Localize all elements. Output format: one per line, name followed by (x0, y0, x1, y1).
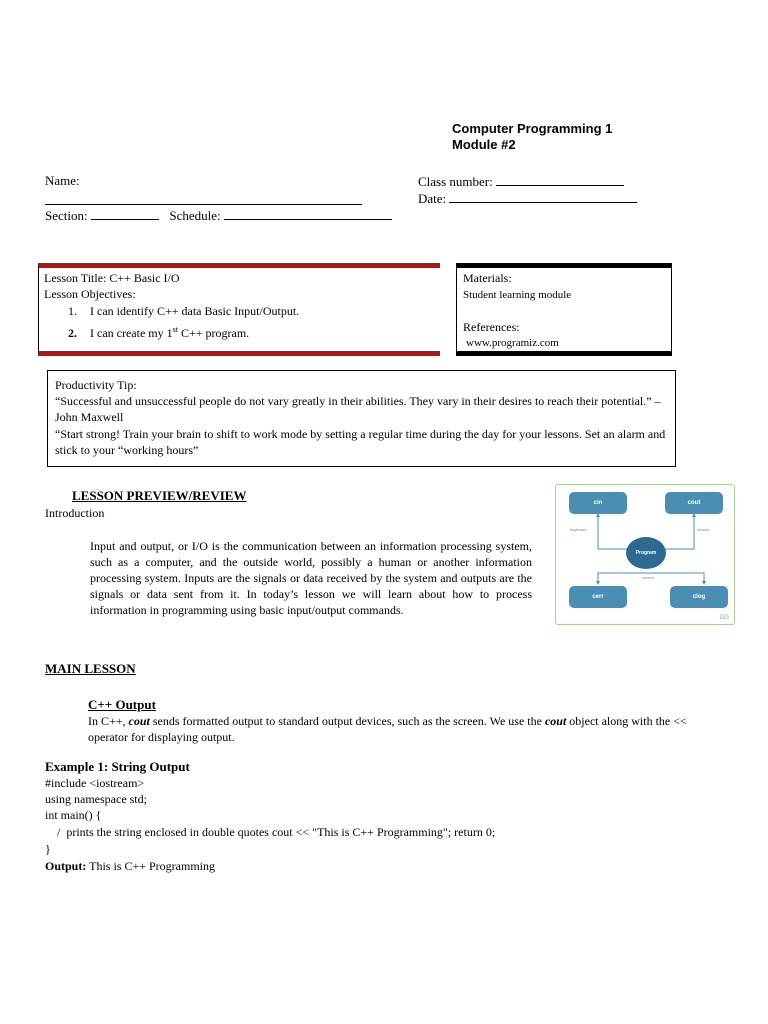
schedule-label: Schedule: (169, 208, 221, 223)
class-number-line (496, 173, 624, 186)
diagram-mark: DG (720, 615, 729, 621)
code-line-1: #include <iostream> (45, 776, 145, 790)
tip-quote-2: “Start strong! Train your brain to shift to work mode by setting a regular time during the day for your lessons. Set an alarm and stick to your “working hours” (55, 427, 666, 457)
intro-paragraph: Input and output, or I/O is the communication between an information processing system, such as a computer, and the outside world, possibly a human or another information processing system. Inputs are the signals or data received by the system and outputs are the signals or data sent from it. In today’s lesson we will learn about how to process information in programming using basic input/output commands. (90, 539, 532, 617)
program-node: Program (626, 537, 666, 569)
output-line (45, 858, 215, 874)
paragraph-text: object along with the << operator for displaying output. (88, 714, 687, 744)
objective-text-end: C++ program. (177, 326, 250, 340)
code-line-5: } (45, 842, 51, 856)
paragraph-text: In C++, (88, 714, 129, 728)
preview-heading: LESSON PREVIEW/REVIEW (72, 488, 247, 503)
cout-keyword: cout (128, 714, 150, 728)
objective-item-1 (68, 303, 299, 319)
class-number-label: Class number: (418, 174, 493, 189)
name-label: Name: (45, 173, 80, 188)
objective-text: I can create my 1 (90, 326, 173, 340)
cpp-output-paragraph (88, 713, 718, 745)
cout-keyword: cout (544, 714, 567, 728)
section-line (91, 207, 159, 220)
name-line (45, 204, 362, 205)
intro-label: Introduction (45, 506, 105, 520)
clog-node: clog (670, 586, 728, 608)
section-field (45, 207, 392, 224)
cerr-node: cerr (569, 586, 627, 608)
objective-superscript: st (172, 325, 178, 334)
lesson-objectives-label: Lesson Objectives: (44, 287, 136, 301)
materials-label: Materials: (463, 271, 512, 285)
screen-label: screen (697, 527, 710, 532)
main-lesson-heading: MAIN LESSON (45, 661, 136, 676)
date-field (418, 190, 637, 207)
objective-number: 1. (68, 304, 77, 318)
code-line-3: int main() { (45, 808, 102, 822)
references-value: www.programiz.com (466, 337, 559, 349)
cin-node: cin (569, 492, 627, 514)
date-label: Date: (418, 191, 447, 206)
course-title: Computer Programming 1 (452, 121, 613, 136)
references-label: References: (463, 320, 520, 334)
output-value: This is C++ Programming (86, 859, 215, 873)
output-label: Output: (45, 859, 87, 873)
objective-item-2 (68, 322, 249, 341)
lesson-title: Lesson Title: C++ Basic I/O (44, 271, 180, 285)
example-title: Example 1: String Output (45, 759, 190, 774)
code-line-4: / prints the string enclosed in double quotes cout << "This is C++ Programming"; return 0; (45, 825, 496, 839)
objective-text: I can identify C++ data Basic Input/Output. (90, 304, 300, 318)
name-field (45, 173, 80, 189)
date-line (449, 190, 637, 203)
cpp-output-heading: C++ Output (88, 697, 156, 712)
paragraph-text: sends formatted output to standard output devices, such as the screen. We use the (149, 714, 545, 728)
section-label: Section: (45, 208, 88, 223)
code-line-2: using namespace std; (45, 792, 147, 806)
screen-label-bottom: screen (642, 575, 655, 580)
objective-number: 2. (68, 326, 77, 340)
class-number-field (418, 173, 624, 190)
io-diagram (555, 484, 735, 625)
cout-node: cout (665, 492, 723, 514)
module-number: Module #2 (452, 137, 516, 152)
tip-label: Productivity Tip: (55, 378, 137, 392)
keyboard-label: keyboard (570, 527, 587, 532)
schedule-line (224, 207, 392, 220)
materials-value: Student learning module (463, 289, 572, 301)
tip-quote-1: “Successful and unsuccessful people do not vary greatly in their abilities. They vary in their desires to reach their potential.” – John Maxwell (55, 394, 661, 424)
